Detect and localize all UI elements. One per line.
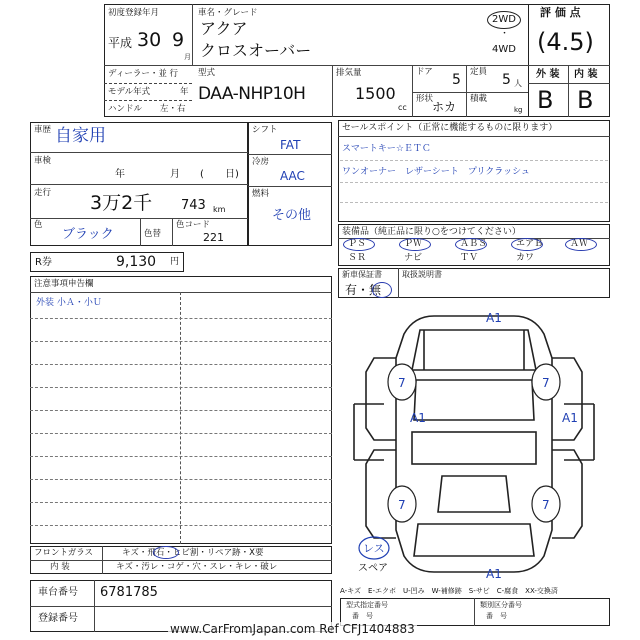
note-rule <box>30 318 332 319</box>
diagram-left: A1 <box>410 411 426 425</box>
displacement-label: 排気量 <box>336 68 362 78</box>
ac-value: AAC <box>280 169 305 183</box>
mileage-value: 3万2千 <box>90 192 153 214</box>
manual-label: 取扱説明書 <box>402 270 442 279</box>
equipment-item: カワ <box>516 253 535 263</box>
persons-unit: 人 <box>514 79 522 88</box>
color-label: 色 <box>34 220 43 230</box>
shape-label: 形状 <box>416 94 434 104</box>
warranty-label: 新車保証書 <box>342 270 382 279</box>
month-unit: 月 <box>184 53 191 61</box>
drive-2wd: 2WD <box>492 14 516 25</box>
equipment-circle <box>565 238 597 251</box>
equipment-item: ＳＲ <box>348 253 367 263</box>
mileage-sub: 743 <box>181 198 206 213</box>
chassis-label: 車台番号 <box>38 587 78 598</box>
color-value: ブラック <box>62 227 114 242</box>
glass-options: キズ・飛石・ヒビ割・リペア跡・X要 <box>122 548 264 558</box>
equipment-circle <box>455 238 487 251</box>
interior-grade: B <box>577 86 594 114</box>
shape: ホカ <box>432 100 457 114</box>
mileage-label: 走行 <box>34 188 52 198</box>
doors: 5 <box>452 72 461 88</box>
notes-line-1: 外装 小Ａ・小Ｕ <box>36 298 102 308</box>
car-name: アクア <box>200 19 248 38</box>
doors-label: ドア <box>416 67 433 77</box>
car-grade: クロスオーバー <box>200 41 312 60</box>
diagram-wheel-rr: 7 <box>542 498 550 512</box>
exterior-label: 外 装 <box>536 69 560 80</box>
diagram-right: A1 <box>562 411 578 425</box>
interior-label: 内 装 <box>574 69 598 80</box>
note-rule <box>30 525 332 526</box>
diagram-wheel-rl: 7 <box>398 498 406 512</box>
recycle-unit: 円 <box>170 257 180 267</box>
handle-options: 左・右 <box>160 104 186 114</box>
type-designation-label: 型式指定番号 <box>346 601 388 609</box>
reg-month: 9 <box>172 29 185 51</box>
capacity-label: 定員 <box>470 67 488 77</box>
dealer-label: ディーラー・並 行 <box>108 69 179 79</box>
handle-label: ハンドル <box>108 104 143 114</box>
recycle-value: 9,130 <box>116 254 157 270</box>
equipment-label: 装備品（純正品に限り○をつけてください） <box>342 227 521 237</box>
note-rule <box>30 433 332 434</box>
displacement: 1500 <box>355 84 396 103</box>
drive-dot: ・ <box>500 29 510 39</box>
shift-label: シフト <box>252 125 278 135</box>
class-number-sub: 番 号 <box>486 612 507 620</box>
note-rule <box>30 410 332 411</box>
shift-value: FAT <box>280 138 301 152</box>
note-rule <box>30 387 332 388</box>
interior-row-label: 内 装 <box>50 562 70 572</box>
equipment-item: ＴＶ <box>460 253 479 263</box>
glass-label: フロントガラス <box>34 548 93 558</box>
color-change-label: 色替 <box>144 229 162 239</box>
color-code-label: 色コード <box>176 220 211 230</box>
recycle-label: R券 <box>35 257 52 268</box>
fuel-label: 燃料 <box>252 189 270 199</box>
usage-value: 自家用 <box>55 126 106 146</box>
mileage-unit: km <box>213 205 226 214</box>
car-name-label: 車名・グレード <box>198 8 258 18</box>
model-year-label: モデル年式 <box>108 87 151 97</box>
warranty-no-circle <box>372 282 392 298</box>
watermark: www.CarFromJapan.com Ref CFJ1404883 <box>170 622 415 636</box>
inspection-month: 月 <box>170 169 180 180</box>
sales-label: セールスポイント（正常に機能するものに限ります） <box>342 123 558 133</box>
rating-label: 評 価 点 <box>540 6 581 19</box>
note-rule <box>30 341 332 342</box>
inspection-paren: ( <box>200 169 204 180</box>
note-rule <box>30 364 332 365</box>
load-label: 積載 <box>470 94 488 104</box>
inspection-year: 年 <box>115 169 125 180</box>
type-designation-sub: 番 号 <box>352 612 373 620</box>
diagram-wheel-fl: 7 <box>398 376 406 390</box>
car-diagram <box>338 300 610 582</box>
note-rule <box>30 456 332 457</box>
inspection-label: 車検 <box>34 156 52 166</box>
usage-label: 車歴 <box>34 125 52 135</box>
year-unit: 年 <box>180 87 189 97</box>
sales-line-1: スマートキー☆ＥＴＣ <box>342 144 431 154</box>
chassis-value: 6781785 <box>100 585 158 600</box>
equipment-item: ＰＷ <box>404 239 423 249</box>
diagram-wheel-fr: 7 <box>542 376 550 390</box>
equipment-item: ＡＷ <box>570 239 589 249</box>
fuel-value: その他 <box>272 208 312 223</box>
capacity: 5 <box>502 72 511 88</box>
damage-legend: A-キズ E-エクボ U-凹み W-補修跡 S-サビ C-腐食 XX-交換済 <box>340 587 558 595</box>
inspection-day: 日) <box>225 169 239 180</box>
diagram-front: A1 <box>486 311 502 325</box>
era: 平成 <box>108 36 133 50</box>
drive-4wd: 4WD <box>492 44 516 55</box>
model-label: 型式 <box>198 68 216 78</box>
diagram-rear: A1 <box>486 567 502 581</box>
kg-unit: kg <box>514 106 523 114</box>
sales-line-2: ワンオーナー レザーシート プリクラッシュ <box>342 167 530 177</box>
class-number-label: 類別区分番号 <box>480 601 522 609</box>
warranty-value: 有・無 <box>345 283 382 297</box>
first-reg-label: 初度登録年月 <box>108 8 160 18</box>
glass-chip-circle <box>153 546 179 559</box>
model-code: DAA-NHP10H <box>198 84 306 104</box>
reg-number-label: 登録番号 <box>38 613 78 624</box>
equipment-circle <box>399 238 431 251</box>
equipment-item: ナビ <box>404 253 423 263</box>
ac-label: 冷房 <box>252 157 270 167</box>
equipment-item: ＰＳ <box>348 239 367 249</box>
equipment-circle <box>511 238 543 251</box>
notes-label: 注意事項申告欄 <box>34 279 94 289</box>
interior-row-options: キズ・汚レ・コゲ・穴・スレ・キレ・破レ <box>116 562 278 572</box>
note-rule <box>30 502 332 503</box>
equipment-item: ＡＢＳ <box>460 239 488 249</box>
recycle-box <box>30 252 184 272</box>
rating-score: (4.5) <box>537 28 594 56</box>
cc-unit: cc <box>398 103 407 112</box>
diagram-spare-value: レス <box>363 542 385 555</box>
equipment-circle <box>343 238 375 251</box>
era-year: 30 <box>137 29 162 51</box>
color-code: 221 <box>203 231 224 244</box>
diagram-spare-label: スペア <box>358 563 388 574</box>
equipment-item: エアＢ <box>516 239 544 249</box>
exterior-grade: B <box>537 86 554 114</box>
note-rule <box>30 479 332 480</box>
